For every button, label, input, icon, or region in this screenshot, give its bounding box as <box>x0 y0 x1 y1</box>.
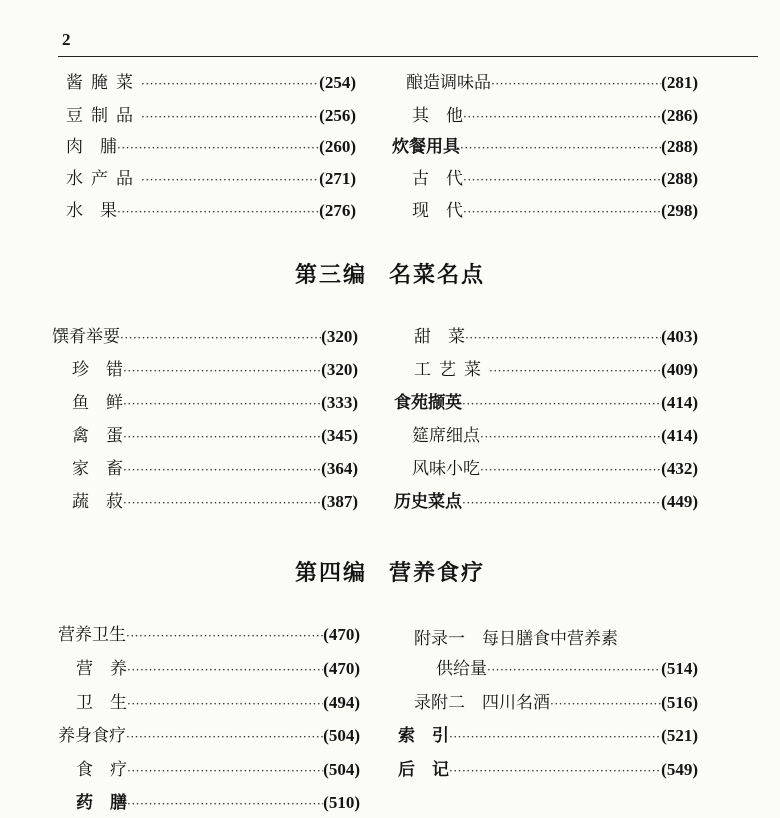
toc-label: 筵席细点 <box>412 426 480 446</box>
leader-dots <box>462 496 661 510</box>
toc-page: (260) <box>319 137 356 156</box>
page-number: 2 <box>62 30 71 49</box>
toc-entry <box>66 68 356 98</box>
toc-label: 风味小吃 <box>412 459 480 479</box>
toc-label: 现 代 <box>412 201 463 221</box>
toc-label: 索 引 <box>398 726 449 746</box>
toc-label: 营 养 <box>76 659 127 679</box>
toc-label: 水 果 <box>66 201 117 221</box>
toc-entry <box>412 454 698 484</box>
toc-label: 卫 生 <box>76 693 127 713</box>
toc-entry <box>398 721 698 751</box>
toc-entry <box>414 322 698 352</box>
leader-dots <box>463 205 661 219</box>
toc-label: 工艺菜 <box>414 360 489 380</box>
toc-page: (432) <box>661 459 698 478</box>
leader-dots <box>480 463 661 477</box>
leader-dots <box>449 730 661 744</box>
toc-page: (254) <box>319 73 356 92</box>
toc-label: 养身食疗 <box>58 726 126 746</box>
leader-dots <box>117 141 319 155</box>
toc-page: (364) <box>321 459 358 478</box>
toc-page: (470) <box>323 625 360 644</box>
toc-page: (414) <box>661 426 698 445</box>
toc-label: 其 他 <box>412 106 463 126</box>
toc-entry <box>412 421 698 451</box>
toc-page: (333) <box>321 393 358 412</box>
toc-page: (320) <box>321 327 358 346</box>
toc-page: (271) <box>319 169 356 188</box>
toc-entry <box>66 132 356 162</box>
leader-dots <box>126 730 323 744</box>
toc-page: (470) <box>323 659 360 678</box>
toc-entry <box>398 755 698 785</box>
toc-entry <box>66 196 356 226</box>
leader-dots <box>550 697 661 711</box>
toc-entry <box>76 788 360 818</box>
toc-label: 食 疗 <box>76 760 127 780</box>
toc-page: (504) <box>323 726 360 745</box>
toc-entry <box>412 196 698 226</box>
toc-label: 炊餐用具 <box>392 137 460 157</box>
toc-label: 营养卫生 <box>58 625 126 645</box>
toc-label: 食苑撷英 <box>394 393 462 413</box>
toc-label: 鱼 鲜 <box>72 393 123 413</box>
toc-label: 蔬 菽 <box>72 492 123 512</box>
appendix-title: 附录一 每日膳食中营养素 <box>414 629 618 649</box>
leader-dots <box>480 430 661 444</box>
leader-dots <box>127 764 323 778</box>
leader-dots <box>126 629 323 643</box>
toc-page: (387) <box>321 492 358 511</box>
toc-page: (256) <box>319 106 356 125</box>
toc-label: 禽 蛋 <box>72 426 123 446</box>
section-heading <box>0 258 780 289</box>
toc-page: (320) <box>321 360 358 379</box>
toc-entry <box>72 487 358 517</box>
toc-entry <box>76 654 360 684</box>
toc-entry <box>414 688 698 718</box>
leader-dots <box>141 110 319 124</box>
leader-dots <box>123 397 321 411</box>
toc-label: 供给量 <box>436 659 487 679</box>
toc-label: 历史菜点 <box>394 492 462 512</box>
toc-label: 后 记 <box>398 760 449 780</box>
section-title: 名菜名点 <box>389 262 486 288</box>
toc-label: 豆制品 <box>66 106 141 126</box>
toc-entry <box>66 101 356 131</box>
toc-entry <box>412 101 698 131</box>
toc-label: 甜 菜 <box>414 327 465 347</box>
leader-dots <box>123 463 321 477</box>
toc-page: (403) <box>661 327 698 346</box>
toc-label: 酱腌菜 <box>66 73 141 93</box>
toc-entry <box>412 164 698 194</box>
leader-dots <box>123 364 321 378</box>
toc-entry <box>406 68 698 98</box>
leader-dots <box>491 77 661 91</box>
toc-page: (514) <box>661 659 698 678</box>
leader-dots <box>460 141 661 155</box>
toc-label: 肉 脯 <box>66 137 117 157</box>
toc-label: 馔肴举要 <box>52 327 120 347</box>
leader-dots <box>127 697 323 711</box>
leader-dots <box>463 173 661 187</box>
leader-dots <box>465 331 661 345</box>
toc-label: 药 膳 <box>76 793 127 813</box>
toc-page: (510) <box>323 793 360 812</box>
toc-entry <box>414 355 698 385</box>
toc-entry <box>72 388 358 418</box>
toc-page: (549) <box>661 760 698 779</box>
toc-page: (409) <box>661 360 698 379</box>
leader-dots <box>123 496 321 510</box>
toc-entry <box>58 620 360 650</box>
toc-page: (276) <box>319 201 356 220</box>
leader-dots <box>487 663 661 677</box>
toc-page: (288) <box>661 137 698 156</box>
leader-dots <box>141 173 319 187</box>
toc-label: 水产品 <box>66 169 141 189</box>
toc-label: 古 代 <box>412 169 463 189</box>
section-part: 第三编 <box>294 262 367 288</box>
section-title: 营养食疗 <box>389 560 486 586</box>
leader-dots <box>127 797 323 811</box>
leader-dots <box>117 205 319 219</box>
toc-page: (288) <box>661 169 698 188</box>
toc-entry <box>72 454 358 484</box>
toc-page: (286) <box>661 106 698 125</box>
toc-entry <box>436 654 698 684</box>
toc-entry <box>394 388 698 418</box>
toc-page: (414) <box>661 393 698 412</box>
toc-page: (281) <box>661 73 698 92</box>
toc-page: (298) <box>661 201 698 220</box>
toc-page: (345) <box>321 426 358 445</box>
toc-page: (494) <box>323 693 360 712</box>
header-rule <box>58 56 758 57</box>
toc-entry <box>394 487 698 517</box>
toc-page: (504) <box>323 760 360 779</box>
toc-entry <box>58 721 360 751</box>
toc-label: 珍 错 <box>72 360 123 380</box>
toc-label: 酿造调味品 <box>406 73 491 93</box>
toc-entry <box>76 755 360 785</box>
leader-dots <box>449 764 661 778</box>
leader-dots <box>123 430 321 444</box>
leader-dots <box>489 364 661 378</box>
toc-label: 录附二 四川名酒 <box>414 693 550 713</box>
toc-label: 家 畜 <box>72 459 123 479</box>
toc-entry <box>72 421 358 451</box>
toc-page: (449) <box>661 492 698 511</box>
toc-entry <box>76 688 360 718</box>
section-part: 第四编 <box>294 560 367 586</box>
leader-dots <box>463 110 661 124</box>
toc-entry <box>52 322 358 352</box>
toc-page: (516) <box>661 693 698 712</box>
section-heading <box>0 556 780 587</box>
toc-entry <box>72 355 358 385</box>
leader-dots <box>462 397 661 411</box>
toc-entry <box>392 132 698 162</box>
toc-page: (521) <box>661 726 698 745</box>
leader-dots <box>120 331 321 345</box>
leader-dots <box>127 663 323 677</box>
toc-entry <box>66 164 356 194</box>
leader-dots <box>141 77 319 91</box>
